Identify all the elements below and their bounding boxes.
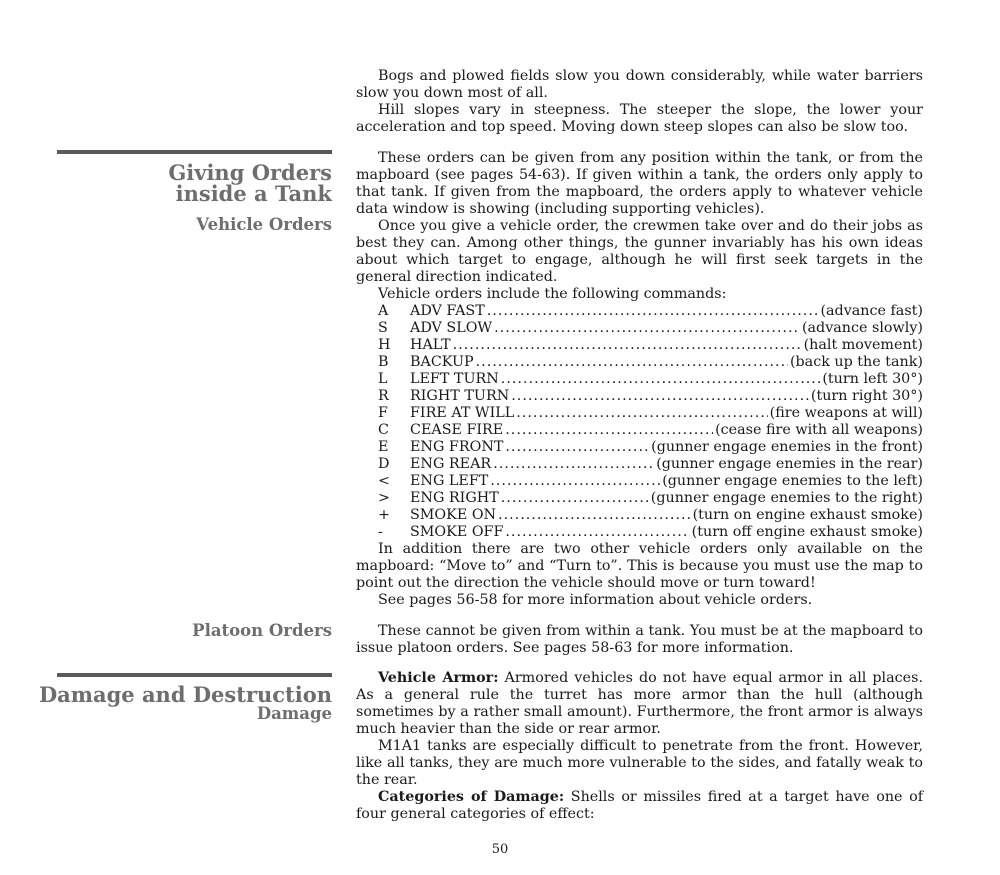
leader-dots — [493, 456, 654, 473]
command-row — [356, 490, 923, 507]
command-key: H — [378, 337, 391, 353]
command-description: (gunner engage enemies in the front) — [651, 439, 923, 455]
command-description: (back up the tank) — [789, 354, 923, 370]
command-name: ENG FRONT — [410, 439, 504, 455]
armor-lead: Vehicle Armor: — [378, 670, 499, 686]
categories-lead: Categories of Damage: — [378, 789, 565, 805]
command-name: FIRE AT WILL — [410, 405, 515, 421]
command-key: A — [378, 303, 389, 319]
vehicle-orders-text — [356, 150, 923, 609]
command-name: CEASE FIRE — [410, 422, 504, 438]
command-name: ADV SLOW — [410, 320, 493, 336]
command-name: ADV FAST — [410, 303, 485, 319]
commands-intro: Vehicle orders include the following commands: — [378, 286, 727, 302]
command-description: (cease fire with all weapons) — [715, 422, 923, 438]
command-name: SMOKE ON — [410, 507, 497, 523]
command-row — [356, 507, 923, 524]
command-description: (turn on engine exhaust smoke) — [692, 507, 923, 523]
command-description: (halt movement) — [803, 337, 923, 353]
section-rule — [57, 150, 332, 154]
paragraph — [356, 789, 923, 823]
command-description: (gunner engage enemies to the right) — [650, 490, 923, 506]
command-row — [356, 439, 923, 456]
command-key: F — [378, 405, 388, 421]
command-row — [356, 371, 923, 388]
leader-dots — [505, 439, 649, 456]
command-description: (advance fast) — [820, 303, 923, 319]
command-key: C — [378, 422, 389, 438]
leader-dots — [453, 337, 802, 354]
paragraph: Bogs and plowed fields slow you down considerably, while water barriers slow you down most of all. — [356, 68, 923, 101]
command-name: RIGHT TURN — [410, 388, 510, 404]
command-row — [356, 456, 923, 473]
command-row — [356, 473, 923, 490]
command-name: BACKUP — [410, 354, 474, 370]
page-number: 50 — [491, 842, 509, 857]
command-key: D — [378, 456, 390, 472]
leader-dots — [494, 320, 800, 337]
leader-dots — [505, 524, 689, 541]
command-name: LEFT TURN — [410, 371, 499, 387]
categories-text: Shells or missiles fired at a target have one of four general categories of effect: — [356, 789, 923, 822]
intro-text — [356, 68, 923, 136]
command-row — [356, 320, 923, 337]
command-key: L — [378, 371, 388, 387]
platoon-orders-text — [356, 623, 923, 657]
heading-line: inside a Tank — [175, 181, 332, 206]
command-name: ENG RIGHT — [410, 490, 499, 506]
section-heading-giving-orders — [168, 162, 332, 204]
armor-text: Armored vehicles do not have equal armor in all places. As a general rule the turret has more armor than the hull (although sometimes by a rather small amount). Furthermore, the front armor is always much heavier than the side or rear armor. — [356, 670, 923, 737]
subheading-damage: Damage — [256, 704, 332, 723]
command-name: SMOKE OFF — [410, 524, 504, 540]
leader-dots — [505, 422, 713, 439]
paragraph: In addition there are two other vehicle orders only available on the mapboard: “Move to” and “Turn to”. This is because you must use the map to point out the direction the vehicle should move or turn toward! — [356, 541, 923, 591]
paragraph: M1A1 tanks are especially difficult to penetrate from the front. However, like all tanks, they are much more vulnerable to the sides, and fatally weak to the rear. — [356, 738, 923, 788]
command-description: (turn right 30°) — [810, 388, 923, 404]
command-key: E — [378, 439, 389, 455]
paragraph: These orders can be given from any position within the tank, or from the mapboard (see pages 54-63). If given within a tank, the orders only apply to that tank. If given from the mapboard, the orders apply to whatever vehicle data window is showing (including supporting vehicles). — [356, 150, 923, 217]
command-description: (fire weapons at will) — [769, 405, 923, 421]
command-key: < — [378, 473, 390, 489]
subheading-platoon-orders: Platoon Orders — [192, 621, 332, 640]
command-description: (advance slowly) — [801, 320, 923, 336]
command-key: B — [378, 354, 389, 370]
heading-line: Giving Orders — [168, 160, 332, 185]
leader-dots — [501, 490, 649, 507]
commands-list — [356, 303, 923, 541]
command-row — [356, 388, 923, 405]
damage-text — [356, 670, 923, 823]
command-name: ENG REAR — [410, 456, 492, 472]
command-row — [356, 337, 923, 354]
command-key: - — [378, 524, 383, 540]
command-row — [356, 354, 923, 371]
leader-dots — [498, 507, 691, 524]
command-row — [356, 524, 923, 541]
paragraph: Once you give a vehicle order, the crewmen take over and do their jobs as best they can. Among other things, the gunner invariably has his own ideas about which target to engage, although he will first seek targets in the general direction indicated. — [356, 218, 923, 285]
section-heading-damage-destruction: Damage and Destruction — [38, 682, 332, 707]
command-row — [356, 422, 923, 439]
command-name: HALT — [410, 337, 451, 353]
leader-dots — [476, 354, 788, 371]
paragraph: See pages 56-58 for more information about vehicle orders. — [378, 592, 813, 608]
command-row — [356, 303, 923, 320]
command-key: R — [378, 388, 389, 404]
command-description: (turn off engine exhaust smoke) — [691, 524, 923, 540]
command-description: (gunner engage enemies in the rear) — [656, 456, 923, 472]
leader-dots — [516, 405, 767, 422]
command-key: S — [378, 320, 388, 336]
leader-dots — [511, 388, 809, 405]
leader-dots — [487, 303, 819, 320]
command-name: ENG LEFT — [410, 473, 489, 489]
command-key: > — [378, 490, 390, 506]
paragraph: Hill slopes vary in steepness. The steeper the slope, the lower your acceleration and top speed. Moving down steep slopes can also be slow too. — [356, 102, 923, 135]
paragraph — [356, 670, 923, 738]
command-description: (turn left 30°) — [822, 371, 923, 387]
paragraph: These cannot be given from within a tank. You must be at the mapboard to issue platoon orders. See pages 58-63 for more information. — [356, 623, 923, 656]
leader-dots — [501, 371, 821, 388]
command-key: + — [378, 507, 390, 523]
command-description: (gunner engage enemies to the left) — [662, 473, 923, 489]
subheading-vehicle-orders: Vehicle Orders — [196, 215, 332, 234]
command-row — [356, 405, 923, 422]
leader-dots — [490, 473, 660, 490]
section-rule — [57, 673, 332, 677]
